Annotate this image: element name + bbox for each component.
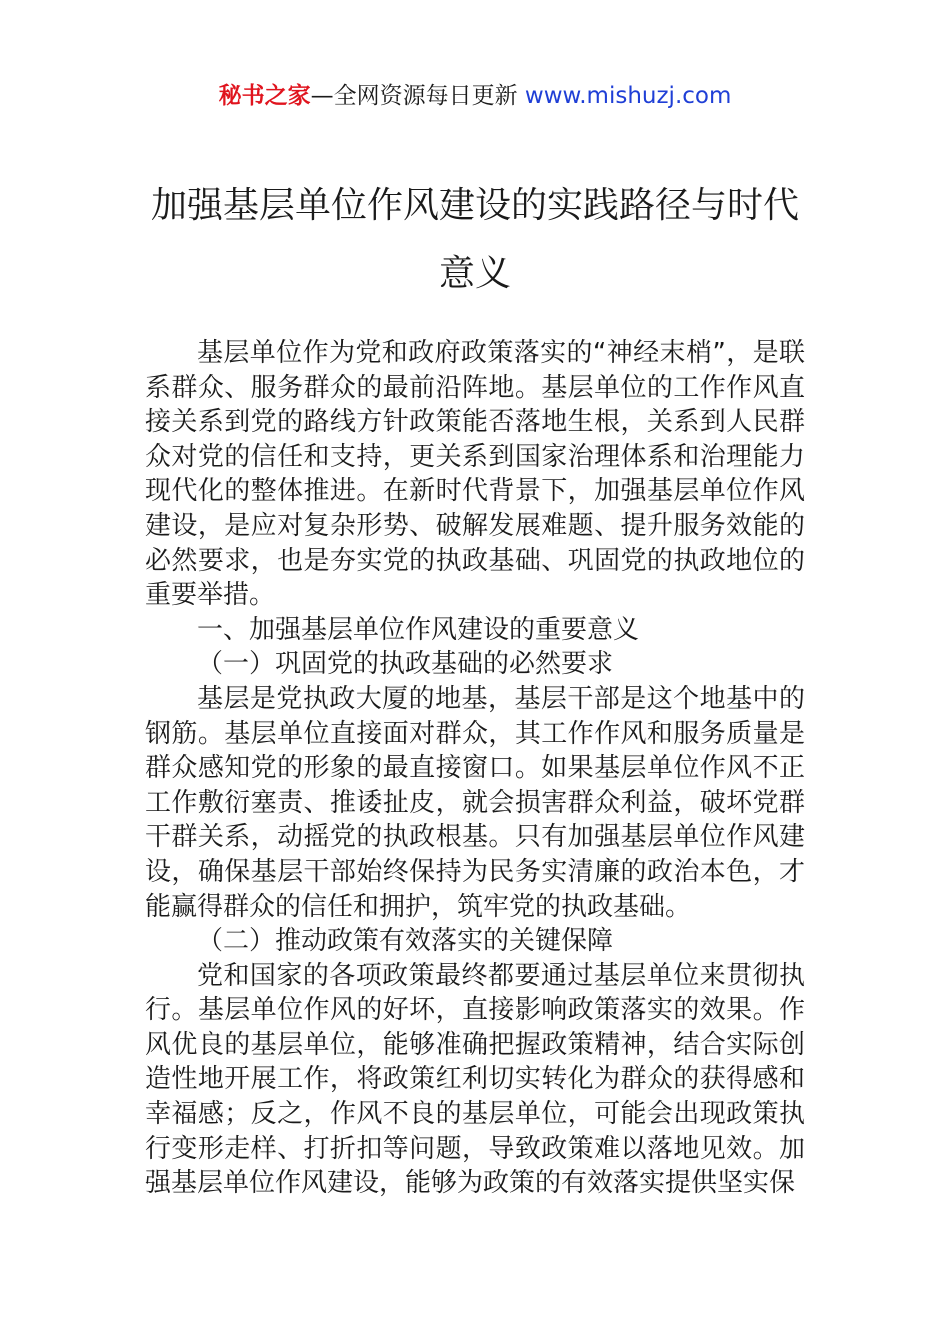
subsection-paragraph-2: 党和国家的各项政策最终都要通过基层单位来贯彻执行。基层单位作风的好坏，直接影响政策落实的效果。作风优良的基层单位，能够准确把握政策精神，结合实际创造性地开展工作，将政策红利切实转化为群众的获得感和幸福感；反之，作风不良的基层单位，可能会出现政策执行变形走样、打折扣等问题，导致政策难以落地见效。加强基层单位作风建设，能够为政策的有效落实提供坚实保 — [145, 960, 805, 1199]
site-header — [0, 80, 950, 112]
intro-paragraph: 基层单位作为党和政府政策落实的“神经末梢”，是联系群众、服务群众的最前沿阵地。基层单位的工作作风直接关系到党的路线方针政策能否落地生根，关系到人民群众对党的信任和支持，更关系到国家治理体系和治理能力现代化的整体推进。在新时代背景下，加强基层单位作风建设，是应对复杂形势、破解发展难题、提升服务效能的必然要求，也是夯实党的执政基础、巩固党的执政地位的重要举措。 — [145, 338, 805, 611]
subsection-heading-2: （二）推动政策有效落实的关键保障 — [197, 926, 614, 957]
title-line-1: 加强基层单位作风建设的实践路径与时代 — [150, 185, 799, 226]
document-body — [145, 336, 805, 1201]
site-url-link[interactable]: www.mishuzj.com — [524, 83, 732, 109]
document-title — [145, 172, 805, 308]
title-line-2: 意义 — [438, 253, 511, 294]
brand-name: 秘书之家 — [218, 83, 311, 109]
section-heading-1: 一、加强基层单位作风建设的重要意义 — [197, 614, 640, 645]
header-tagline: —全网资源每日更新 — [310, 83, 518, 109]
subsection-heading-1: （一）巩固党的执政基础的必然要求 — [197, 649, 614, 680]
subsection-paragraph-1: 基层是党执政大厦的地基，基层干部是这个地基中的钢筋。基层单位直接面对群众，其工作作风和服务质量是群众感知党的形象的最直接窗口。如果基层单位作风不正工作敷衍塞责、推诿扯皮，就会损害群众利益，破坏党群干群关系，动摇党的执政根基。只有加强基层单位作风建设，确保基层干部始终保持为民务实清廉的政治本色，才能赢得群众的信任和拥护，筑牢党的执政基础。 — [145, 683, 805, 922]
